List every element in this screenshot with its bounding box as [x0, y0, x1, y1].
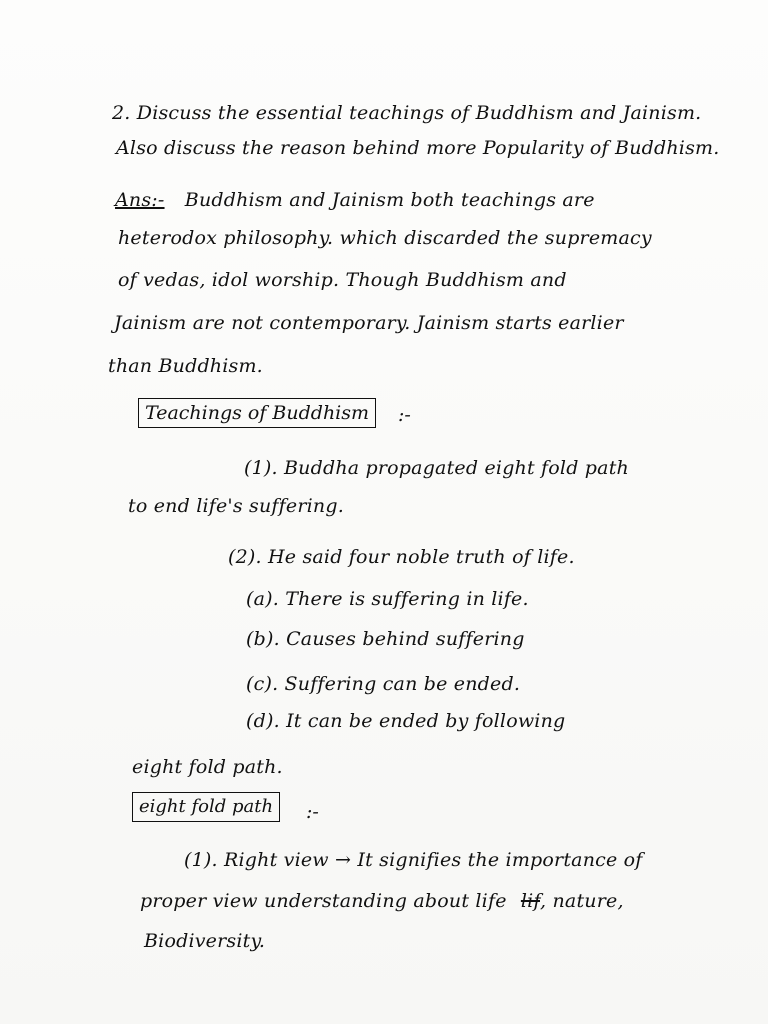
eightfold-heading: eight fold path	[132, 792, 280, 822]
noble-truth-d-continued: eight fold path.	[132, 756, 283, 778]
teachings-heading-suffix: :-	[398, 404, 411, 426]
struck-word: lif	[520, 890, 540, 912]
teachings-heading: Teachings of Buddhism	[138, 398, 376, 428]
answer-line-1	[115, 188, 595, 212]
question-line-1: 2. Discuss the essential teachings of Buddhism and Jainism.	[112, 102, 702, 124]
answer-line-1-text: Buddhism and Jainism both teachings are	[184, 189, 595, 211]
teaching-point-1a: (1). Buddha propagated eight fold path	[244, 457, 629, 479]
answer-line-4: Jainism are not contemporary. Jainism starts earlier	[114, 312, 624, 334]
eightfold-item-1b-text: proper view understanding about life	[140, 890, 507, 912]
answer-line-3: of vedas, idol worship. Though Buddhism and	[118, 269, 567, 291]
eightfold-item-1c: Biodiversity.	[144, 930, 266, 952]
teaching-point-1b: to end life's suffering.	[128, 495, 344, 517]
noble-truth-d: (d). It can be ended by following	[246, 710, 566, 732]
question-line-2: Also discuss the reason behind more Popularity of Buddhism.	[116, 137, 720, 159]
eightfold-item-1b	[140, 889, 624, 913]
answer-line-5: than Buddhism.	[108, 355, 263, 377]
answer-label: Ans:-	[115, 189, 165, 211]
noble-truth-b: (b). Causes behind suffering	[246, 628, 525, 650]
noble-truth-c: (c). Suffering can be ended.	[246, 673, 521, 695]
answer-line-2: heterodox philosophy. which discarded the supremacy	[118, 227, 652, 249]
noble-truth-a: (a). There is suffering in life.	[246, 588, 529, 610]
eightfold-item-1b-end: , nature,	[540, 890, 624, 912]
eightfold-item-1a: (1). Right view → It signifies the importance of	[184, 849, 643, 871]
teaching-point-2: (2). He said four noble truth of life.	[228, 546, 575, 568]
eightfold-heading-suffix: :-	[306, 801, 319, 823]
